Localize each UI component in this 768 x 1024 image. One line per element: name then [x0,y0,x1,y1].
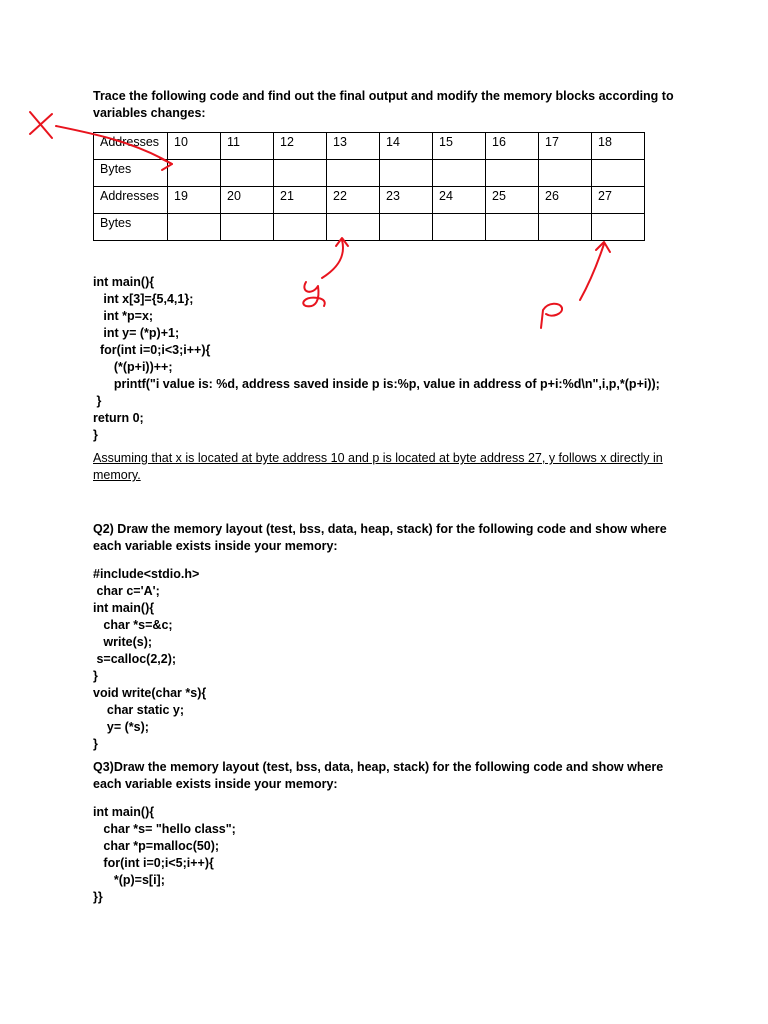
address-cell: 21 [274,187,327,214]
code-block-2: #include<stdio.h> char c='A'; int main(){ char *s=&c; write(s); s=calloc(2,2); } void write(char *s){ char static y; y= (*s); } [93,567,207,751]
y-arrow [322,240,343,278]
code-block-1: int main(){ int x[3]={5,4,1}; int *p=x; int y= (*p)+1; for(int i=0;i<3;i++){ (*(p+i))++; printf("i value is: %d, address saved inside p is:%p, value in address of p+i:%d\n",i,p,*(p+i)); } return 0; } [93,275,660,442]
address-cell: 14 [380,133,433,160]
address-cell: 10 [168,133,221,160]
address-cell: 27 [592,187,645,214]
address-cell: 17 [539,133,592,160]
question-2: Q2) Draw the memory layout (test, bss, data, heap, stack) for the following code and show where each variable exists inside your memory: [93,522,667,553]
address-cell: 20 [221,187,274,214]
address-cell: 22 [327,187,380,214]
address-cell: 16 [486,133,539,160]
x-mark-handwritten [30,112,52,138]
row-label: Addresses [94,133,168,160]
p-mark-handwritten [541,304,562,328]
x-arrow [56,126,172,164]
address-cell: 15 [433,133,486,160]
address-cell: 26 [539,187,592,214]
address-cell: 23 [380,187,433,214]
row-label: Bytes [94,160,168,187]
code-block-3: int main(){ char *s= "hello class"; char *p=malloc(50); for(int i=0;i<5;i++){ *(p)=s[i]; }} [93,805,236,904]
p-arrow [580,244,604,300]
address-cell: 11 [221,133,274,160]
question-1-intro: Trace the following code and find out the final output and modify the memory blocks according to variables changes: [93,89,674,120]
row-label: Bytes [94,214,168,241]
row-label: Addresses [94,187,168,214]
y-mark-handwritten [303,282,324,306]
assumption-note: Assuming that x is located at byte address 10 and p is located at byte address 27, y follows x directly in memory. [93,451,663,482]
address-cell: 12 [274,133,327,160]
address-cell: 24 [433,187,486,214]
address-cell: 18 [592,133,645,160]
address-cell: 13 [327,133,380,160]
question-3: Q3)Draw the memory layout (test, bss, data, heap, stack) for the following code and show where each variable exists inside your memory: [93,760,664,791]
address-cell: 19 [168,187,221,214]
address-cell: 25 [486,187,539,214]
